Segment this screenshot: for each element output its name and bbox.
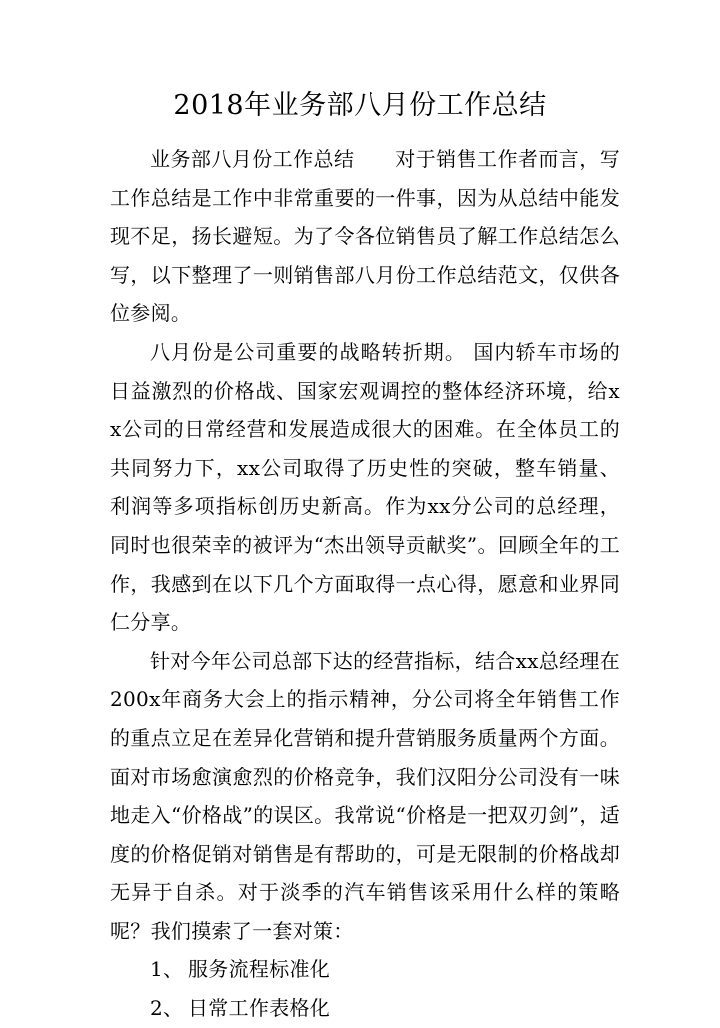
list-item-text: 日常工作表格化: [188, 996, 331, 1021]
list-item: [110, 989, 620, 1028]
paragraph-intro: 业务部八月份工作总结 对于销售工作者而言，写工作总结是工作中非常重要的一件事，因为从总结中能发现不足，扬长避短。为了令各位销售员了解工作总结怎么写，以下整理了一则销售部八月份工作总结范文，仅供各位参阅。: [110, 147, 620, 326]
list-item: [110, 950, 620, 989]
list-item-text: 服务流程标准化: [188, 957, 331, 982]
list-item-number: 1、: [150, 957, 184, 982]
paragraph-august-review: 八月份是公司重要的战略转折期。 国内轿车市场的日益激烈的价格战、国家宏观调控的整体经济环境，给xx公司的日常经营和发展造成很大的困难。在全体员工的共同努力下，xx公司取得了历史性的突破，整车销量、利润等多项指标创历史新高。作为xx分公司的总经理，同时也很荣幸的被评为“杰出领导贡献奖”。回顾全年的工作，我感到在以下几个方面取得一点心得，愿意和业界同仁分享。: [110, 339, 620, 635]
list-item-number: 2、: [150, 996, 184, 1021]
document-title: 2018年业务部八月份工作总结: [173, 90, 547, 121]
document-body: [110, 140, 620, 1028]
paragraph-strategy: 针对今年公司总部下达的经营指标，结合xx总经理在200x年商务大会上的指示精神，分公司将全年销售工作的重点立足在差异化营销和提升营销服务质量两个方面。面对市场愈演愈烈的价格竞争，我们汉阳分公司没有一味地走入“价格战”的误区。我常说“价格是一把双刃剑”，适度的价格促销对销售是有帮助的，可是无限制的价格战却无异于自杀。对于淡季的汽车销售该采用什么样的策略呢？我们摸索了一套对策：: [110, 648, 620, 943]
